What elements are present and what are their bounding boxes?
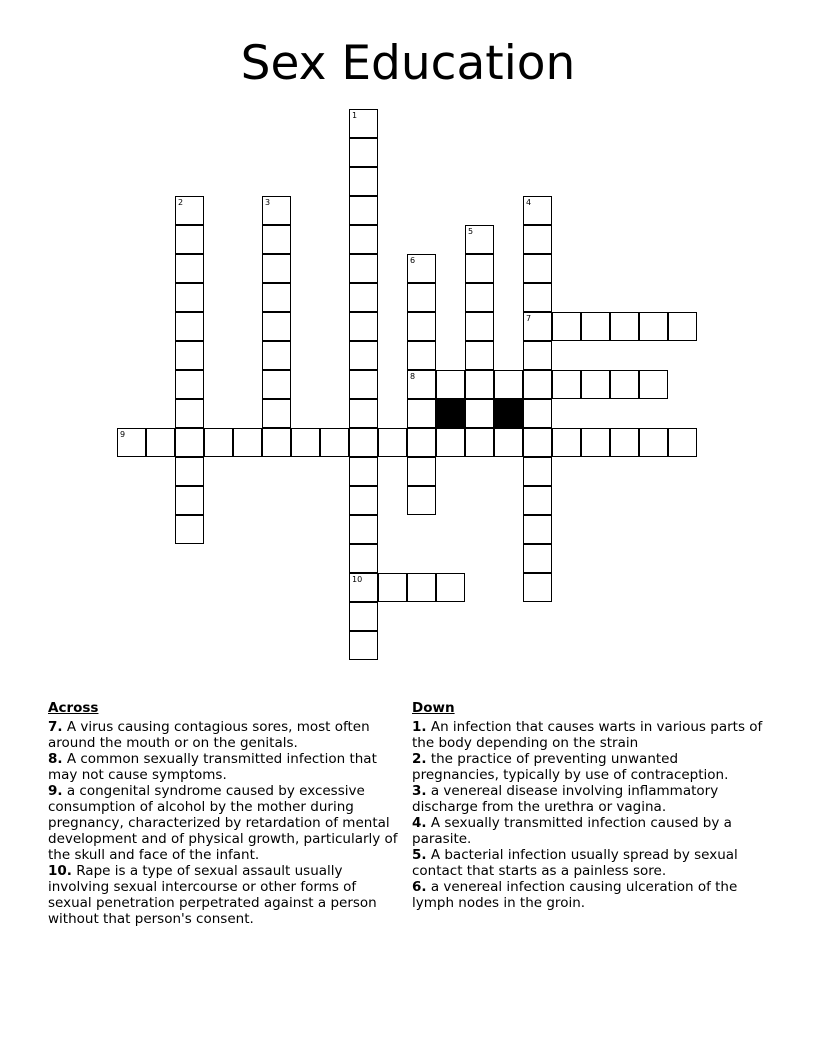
grid-cell[interactable] [175,370,204,399]
grid-cell[interactable] [117,428,146,457]
grid-cell[interactable] [523,312,552,341]
grid-cell[interactable] [407,283,436,312]
grid-cell[interactable] [407,341,436,370]
grid-cell[interactable] [523,341,552,370]
grid-cell[interactable] [465,428,494,457]
grid-cell[interactable] [552,312,581,341]
clue-down-4: 4. A sexually transmitted infection caused by a parasite. [412,815,732,847]
grid-cell[interactable] [349,138,378,167]
clue-down-5: 5. A bacterial infection usually spread by sexual contact that starts as a painless sore. [412,847,738,879]
grid-cell[interactable] [639,312,668,341]
clue-number: 2 [178,198,184,207]
grid-cell[interactable] [581,428,610,457]
grid-cell[interactable] [262,225,291,254]
grid-cell[interactable] [262,399,291,428]
grid-cell[interactable] [436,428,465,457]
across-clues [48,700,404,927]
grid-cell[interactable] [523,225,552,254]
grid-cell[interactable] [175,399,204,428]
grid-cell[interactable] [523,196,552,225]
grid-cell[interactable] [262,196,291,225]
clue-number: 7 [526,314,532,323]
grid-cell[interactable] [523,457,552,486]
grid-cell[interactable] [175,515,204,544]
clue-number: 10 [352,575,363,584]
across-heading: Across [48,700,99,716]
grid-cell[interactable] [523,515,552,544]
puzzle-title: Sex Education [240,36,576,91]
grid-cell[interactable] [349,544,378,573]
grid-cell[interactable] [349,515,378,544]
clue-across-9: 9. a congenital syndrome caused by excessive consumption of alcohol by the mother during pregnancy, characterized by retardation of mental development and of physical growth, particularly of the skull and face of the infant. [48,783,398,863]
clue-number: 9 [120,430,126,439]
grid-cell[interactable] [523,486,552,515]
grid-cell[interactable] [407,399,436,428]
grid-cell[interactable] [610,428,639,457]
grid-cell[interactable] [581,312,610,341]
clue-number: 1 [352,111,358,120]
grid-cell[interactable] [349,486,378,515]
grid-cell[interactable] [465,341,494,370]
grid-cell[interactable] [639,370,668,399]
grid-cell[interactable] [349,225,378,254]
grid-cell[interactable] [349,254,378,283]
grid-cell[interactable] [436,573,465,602]
grid-cell[interactable] [523,573,552,602]
grid-cell[interactable] [175,283,204,312]
grid-cell[interactable] [349,167,378,196]
grid-cell[interactable] [523,254,552,283]
grid-cell[interactable] [175,428,204,457]
grid-cell[interactable] [262,428,291,457]
grid-cell[interactable] [262,370,291,399]
clue-number: 5 [468,227,474,236]
grid-cell[interactable] [146,428,175,457]
grid-cell[interactable] [175,312,204,341]
grid-cell[interactable] [523,283,552,312]
grid-cell[interactable] [581,370,610,399]
clue-across-10: 10. Rape is a type of sexual assault usually involving sexual intercourse or other forms of sexual penetration perpetrated against a person without that person's consent. [48,863,377,927]
grid-cell[interactable] [407,370,436,399]
clue-down-3: 3. a venereal disease involving inflammatory discharge from the urethra or vagina. [412,783,719,815]
grid-cell[interactable] [523,428,552,457]
clue-across-7: 7. A virus causing contagious sores, most often around the mouth or on the genitals. [48,719,370,751]
grid-cell[interactable] [523,370,552,399]
grid-cell[interactable] [349,196,378,225]
grid-cell[interactable] [175,457,204,486]
grid-cell[interactable] [407,457,436,486]
grid-cell[interactable] [552,370,581,399]
grid-cell[interactable] [552,428,581,457]
grid-cell[interactable] [320,428,349,457]
clue-down-1: 1. An infection that causes warts in various parts of the body depending on the strain [412,719,763,751]
grid-cell[interactable] [465,254,494,283]
clue-number: 4 [526,198,532,207]
grid-cell[interactable] [407,573,436,602]
clue-down-6: 6. a venereal infection causing ulceration of the lymph nodes in the groin. [412,879,738,911]
grid-cell[interactable] [639,428,668,457]
grid-cell[interactable] [349,428,378,457]
grid-cell[interactable] [610,312,639,341]
grid-cell[interactable] [523,399,552,428]
clue-number: 3 [265,198,271,207]
grid-cell[interactable] [175,225,204,254]
grid-cell[interactable] [262,341,291,370]
grid-cell[interactable] [465,399,494,428]
grid-cell[interactable] [349,283,378,312]
grid-cell[interactable] [349,602,378,631]
grid-cell[interactable] [465,283,494,312]
grid-cell[interactable] [262,283,291,312]
grid-cell[interactable] [262,312,291,341]
grid-cell[interactable] [349,399,378,428]
grid-cell[interactable] [407,428,436,457]
grid-cell[interactable] [465,370,494,399]
clue-down-2: 2. the practice of preventing unwanted pregnancies, typically by use of contraception. [412,751,729,783]
grid-cell[interactable] [349,370,378,399]
grid-cell[interactable] [523,544,552,573]
grid-cell[interactable] [204,428,233,457]
grid-cell[interactable] [465,312,494,341]
grid-cell[interactable] [291,428,320,457]
grid-cell[interactable] [233,428,262,457]
clue-across-8: 8. A common sexually transmitted infection that may not cause symptoms. [48,751,377,783]
grid-cell[interactable] [262,254,291,283]
grid-cell[interactable] [378,428,407,457]
grid-cell[interactable] [436,370,465,399]
grid-cell[interactable] [494,428,523,457]
grid-cell[interactable] [610,370,639,399]
down-heading: Down [412,700,455,716]
grid-cell[interactable] [349,631,378,660]
grid-cell[interactable] [407,486,436,515]
grid-cell[interactable] [349,109,378,138]
black-cell [436,399,465,428]
grid-cell[interactable] [494,370,523,399]
grid-cell[interactable] [407,312,436,341]
grid-cell[interactable] [349,457,378,486]
grid-cell[interactable] [175,341,204,370]
grid-cell[interactable] [349,312,378,341]
black-cell [494,399,523,428]
grid-cell[interactable] [378,573,407,602]
grid-cell[interactable] [407,254,436,283]
grid-cell[interactable] [668,428,697,457]
grid-cell[interactable] [175,254,204,283]
clue-number: 8 [410,372,416,381]
grid-cell[interactable] [349,573,378,602]
grid-cell[interactable] [465,225,494,254]
grid-cell[interactable] [175,196,204,225]
grid-cell[interactable] [349,341,378,370]
down-clues [412,700,768,911]
grid-cell[interactable] [668,312,697,341]
grid-cell[interactable] [175,486,204,515]
clue-number: 6 [410,256,416,265]
